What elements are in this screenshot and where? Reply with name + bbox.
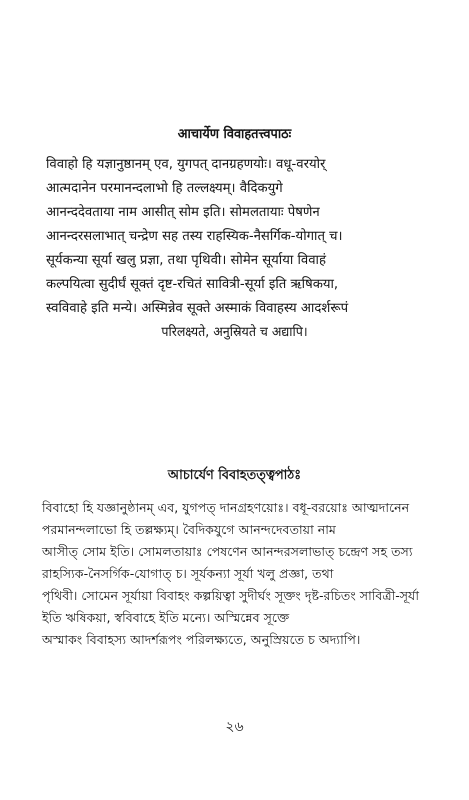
sanskrit-line: स्वविवाहे इति मन्ये। अस्मिन्नेव सूक्ते अस्माकं विवाहस्य आदर्शरूपं [46, 301, 349, 316]
bengali-line: ইতি ঋষিকয়া, স্ববিবাহে ইতি মন্যে। অস্মিন্নেব সূক্তে [42, 610, 290, 625]
bengali-line: বিবাহো হি যজ্ঞানুষ্ঠানম্ এব, যুগপত্ দানগ্রহণয়োঃ। বধূ-বরয়োঃ আত্মদানেন [42, 500, 410, 515]
sanskrit-line: आनन्ददेवताया नाम आसीत् सोम इति। सोमलतायाः पेषणेन [46, 205, 320, 220]
sanskrit-line: कल्पयित्वा सुदीर्घं सूक्तं दृष्ट-रचितं सावित्री-सूर्या इति ऋषिकया, [46, 277, 339, 292]
sanskrit-line: विवाहो हि यज्ञानुष्ठानम् एव, युगपत् दानग्रहणयोः। वधू-वरयोर् [46, 157, 326, 172]
page-number: ২৬ [225, 719, 244, 735]
bengali-line: পৃথিবী। সোমেন সূর্যায়া বিবাহং কল্পয়িত্বা সুদীর্ঘং সূক্তং দৃষ্ট-রচিতং সাবিত্রী-সূর্যা [42, 588, 419, 603]
bengali-line: পরমানন্দলাভো হি তল্লক্ষ্যম্। বৈদিকযুগে আনন্দদেবতায়া নাম [42, 522, 336, 537]
bengali-title: আচার্যেণ বিবাহতত্ত্বপাঠঃ [167, 467, 302, 483]
bengali-line: রাহস্যিক-নৈসর্গিক-যোগাত্ চ। সূর্যকন্যা সূর্যা খলু প্রজ্ঞা, তথা [42, 566, 334, 581]
sanskrit-line: आत्मदानेन परमानन्दलाभो हि तल्लक्ष्यम्। वैदिकयुगे [46, 181, 283, 196]
bengali-line: অস্মাকং বিবাহস্য আদর্শরূপং পরিলক্ষ্যতে, অনুস্রিয়তে চ অদ্যাপি। [42, 632, 361, 647]
sanskrit-line: आनन्दरसलाभात् चन्द्रेण सह तस्य राहस्यिक-नैसर्गिक-योगात् च। [46, 229, 343, 244]
sanskrit-line: सूर्यकन्या सूर्या खलु प्रज्ञा, तथा पृथिवी। सोमेन सूर्याया विवाहं [46, 253, 326, 268]
bengali-line: আসীত্ সোম ইতি। সোমলতায়াঃ পেষণেন আনন্দরসলাভাত্ চন্দ্রেণ সহ তস্য [42, 544, 413, 559]
sanskrit-line: परिलक्ष्यते, अनुस्रियते च अद्यापि। [161, 325, 308, 340]
sanskrit-title: आचार्येण विवाहतत्त्वपाठः [177, 126, 292, 142]
